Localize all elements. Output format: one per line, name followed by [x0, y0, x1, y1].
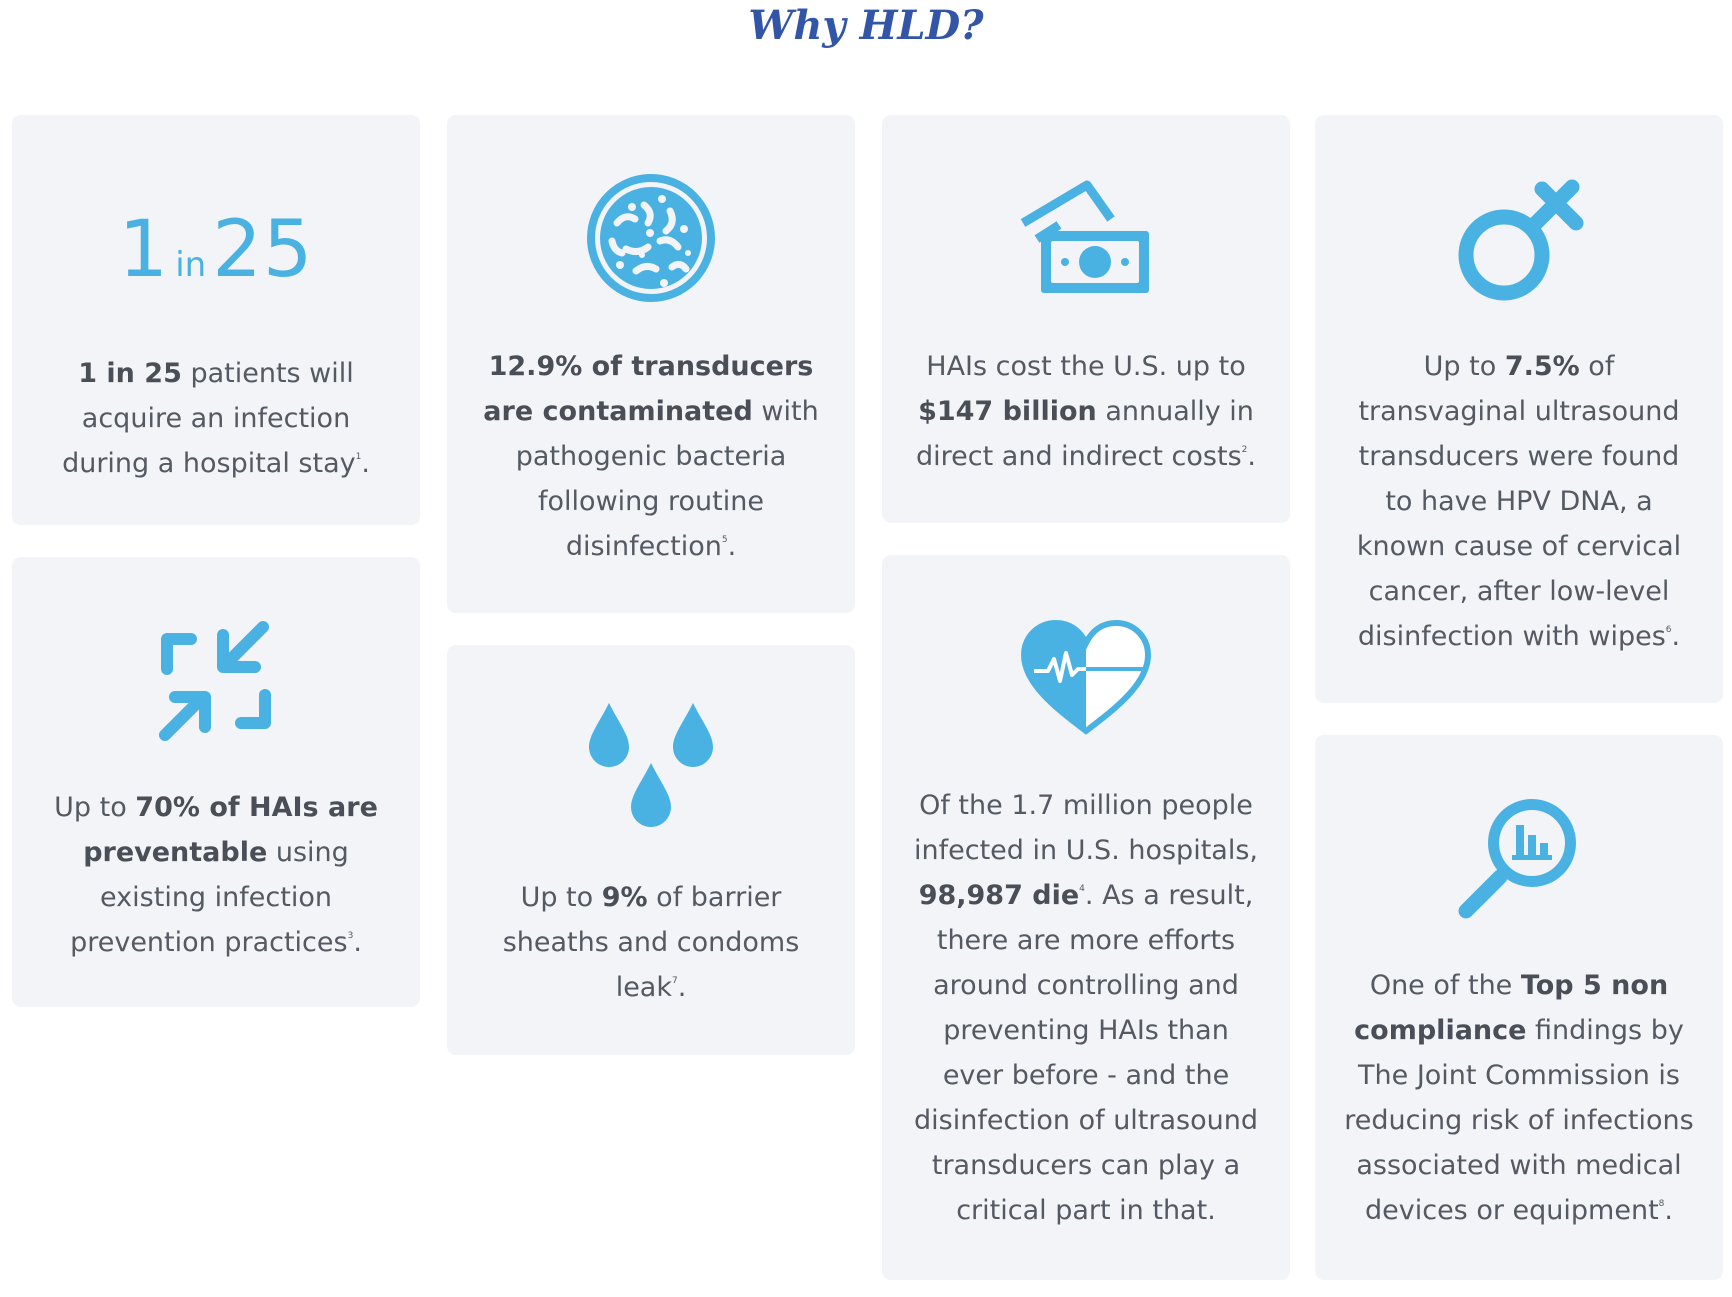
droplets-icon [589, 701, 713, 833]
stat-card-compliance [1315, 735, 1723, 1280]
stat-card-transducers [447, 115, 855, 613]
stat-text: HAIs cost the U.S. up to $147 billion annually in direct and indirect costs$^2$. [916, 351, 1256, 472]
stat-1-in-25 [12, 205, 420, 295]
stat-text: 12.9% of transducers are contaminated with pathogenic bacteria following routine disinfection$^5$. [483, 351, 819, 562]
stat-text: Up to 9% of barrier sheaths and condoms leak$^7$. [502, 882, 800, 1003]
bacteria-petri-icon [584, 171, 718, 305]
stat-card-cost [882, 115, 1290, 523]
stat-card-sheaths [447, 645, 855, 1055]
stat-text: Up to 7.5% of transvaginal ultrasound transducers were found to have HPV DNA, a known cause of cervical cancer, after low-level disinfection with wipes$^6$. [1356, 351, 1682, 652]
magnifier-chart-icon [1454, 791, 1584, 925]
stat-in-word: in [175, 245, 207, 285]
stat-text: Up to 70% of HAIs are preventable using existing infection prevention practices$^3$. [54, 792, 378, 958]
stat-card-preventable [12, 557, 420, 1007]
page-title: Why HLD? [748, 2, 984, 49]
money-bills-icon [1019, 179, 1153, 297]
stat-denominator: 25 [212, 205, 314, 295]
stat-card-patients [12, 115, 420, 525]
stat-card-deaths [882, 555, 1290, 1280]
stat-text: Of the 1.7 million people infected in U.S. hospitals, 98,987 die$^4$. As a result, there are more efforts around controlling and preventing HAIs than ever before - and the disinfection of ultrasound transducers can play a critical part in that. [914, 790, 1258, 1226]
stat-numerator: 1 [118, 205, 170, 295]
stat-text: One of the Top 5 non compliance findings by The Joint Commission is reducing risk of infections associated with medical devices or equipment$^8$. [1344, 970, 1694, 1226]
arrows-inward-icon [151, 617, 281, 747]
female-symbol-icon [1452, 173, 1586, 305]
stat-card-hpv [1315, 115, 1723, 703]
heart-pulse-icon [1020, 619, 1152, 735]
stat-text: 1 in 25 patients will acquire an infection during a hospital stay$^1$. [62, 358, 370, 479]
